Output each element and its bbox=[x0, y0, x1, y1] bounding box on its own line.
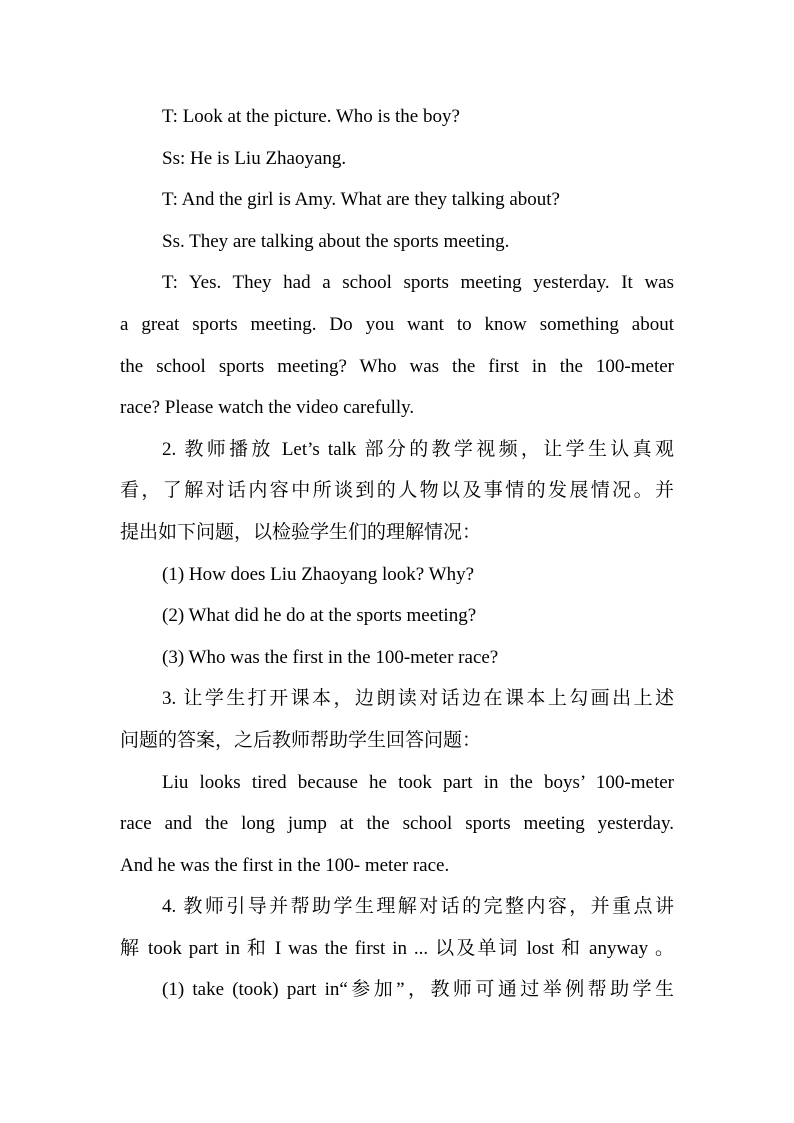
dialogue-line: T: Look at the picture. Who is the boy? bbox=[162, 106, 460, 127]
dialogue-line: race? Please watch the video carefully. bbox=[120, 397, 415, 419]
dialogue-line: the school sports meeting? Who was the first in the 100-meter bbox=[120, 355, 674, 377]
dialogue-line: Ss. They are talking about the sports meeting. bbox=[162, 230, 510, 252]
dialogue-line: T: And the girl is Amy. What are they talking about? bbox=[162, 189, 560, 211]
dialogue-line: a great sports meeting. Do you want to know something about bbox=[120, 313, 674, 335]
paragraph-line: (1) take (took) part in“参加”，教师可通过举例帮助学生 bbox=[162, 979, 674, 1001]
answer-line: And he was the first in the 100- meter race. bbox=[120, 854, 450, 876]
paragraph-line: 提出如下问题，以检验学生们的理解情况： bbox=[120, 521, 482, 543]
paragraph-line: 问题的答案，之后教师帮助学生回答问题： bbox=[120, 729, 482, 751]
dialogue-line: T: Yes. They had a school sports meeting yesterday. It was bbox=[162, 272, 674, 294]
answer-line: Liu looks tired because he took part in the boys’ 100-meter bbox=[162, 771, 674, 793]
document-page bbox=[120, 96, 674, 1011]
paragraph-line: 3. 让学生打开课本，边朗读对话边在课本上勾画出上述 bbox=[162, 688, 674, 710]
paragraph-line: 解 took part in 和 I was the first in ... 以及单词 lost 和 anyway 。 bbox=[120, 937, 674, 959]
answer-line: race and the long jump at the school sports meeting yesterday. bbox=[120, 813, 674, 835]
dialogue-line: Ss: He is Liu Zhaoyang. bbox=[162, 147, 347, 169]
question-line: (1) How does Liu Zhaoyang look? Why? bbox=[162, 563, 475, 585]
paragraph-line: 看，了解对话内容中所谈到的人物以及事情的发展情况。并 bbox=[120, 480, 674, 502]
question-line: (2) What did he do at the sports meeting? bbox=[162, 605, 477, 627]
paragraph-line: 4. 教师引导并帮助学生理解对话的完整内容，并重点讲 bbox=[162, 896, 674, 918]
paragraph-line: 2. 教师播放 Let’s talk 部分的教学视频，让学生认真观 bbox=[162, 438, 674, 460]
question-line: (3) Who was the first in the 100-meter race? bbox=[162, 646, 499, 668]
